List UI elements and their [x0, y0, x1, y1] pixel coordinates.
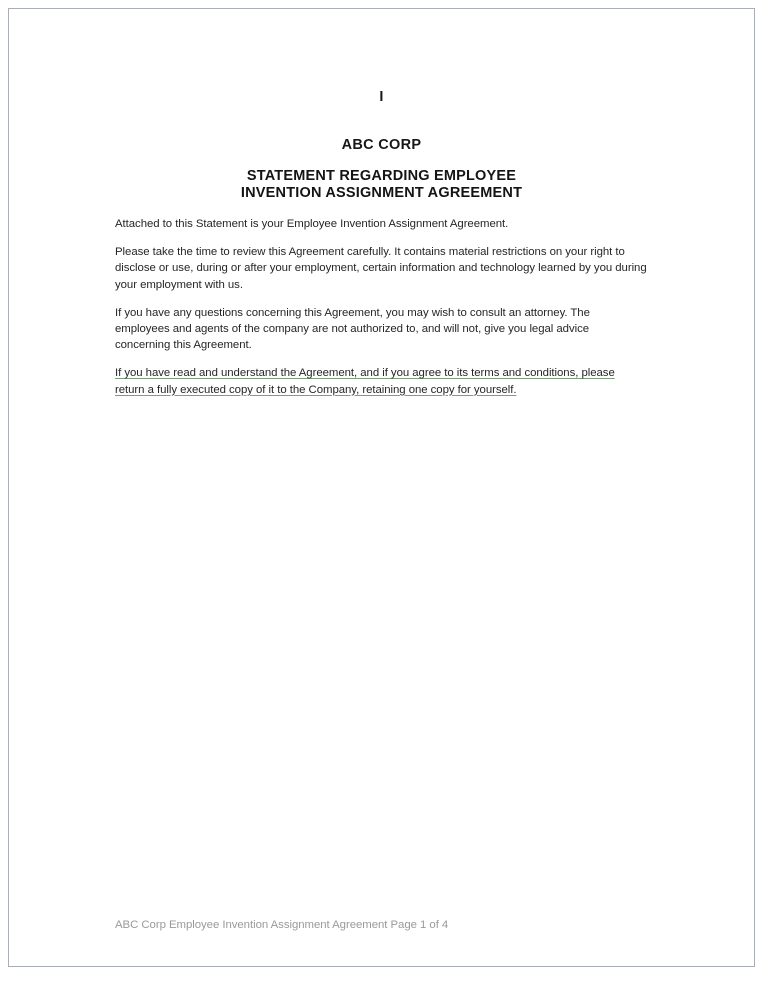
paragraph-return-instruction: If you have read and understand the Agreement, and if you agree to its terms and conditions, please return a fully executed copy of it to the Company, retaining one copy for yourself.	[115, 367, 615, 396]
page-content-area	[9, 9, 754, 966]
page-footer: ABC Corp Employee Invention Assignment Agreement Page 1 of 4	[115, 919, 449, 931]
document-title-line-2: INVENTION ASSIGNMENT AGREEMENT	[240, 185, 523, 201]
company-name-heading: ABC CORP	[341, 137, 422, 153]
document-title	[9, 168, 754, 202]
document-title-line-1: STATEMENT REGARDING EMPLOYEE	[246, 168, 517, 184]
paragraph-legal-advice-notice: If you have any questions concerning this Agreement, you may wish to consult an attorney. The employees and agents of the company are not authorized to, and will not, give you legal advice concerning this Agreement.	[115, 306, 590, 352]
paragraph-review-notice: Please take the time to review this Agreement carefully. It contains material restrictions on your right to disclose or use, during or after your employment, certain information and technology learned by you during your employment with us.	[115, 246, 647, 291]
paragraph-attachment-notice: Attached to this Statement is your Employee Invention Assignment Agreement.	[115, 218, 509, 230]
document-body	[115, 216, 647, 398]
document-page	[8, 8, 755, 967]
section-number: I	[379, 89, 384, 105]
